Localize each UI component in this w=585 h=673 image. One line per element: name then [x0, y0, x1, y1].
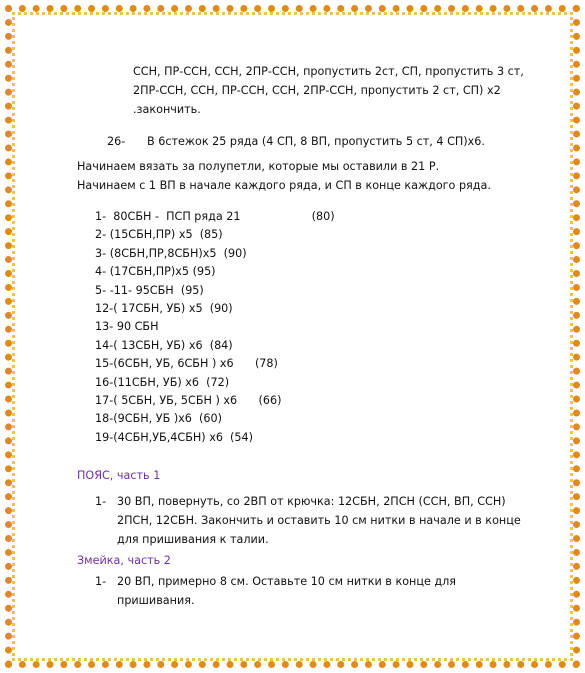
belt-row-text: [117, 492, 535, 549]
list-item: 13- 90 СБН: [95, 320, 159, 334]
zipper-row-text: [117, 572, 515, 610]
zipper-line: пришивания.: [117, 594, 195, 607]
list-item: 3- (8СБН,ПР,8СБН)х5 (90): [95, 246, 247, 260]
list-item: 12-( 17СБН, УБ) х5 (90): [95, 302, 233, 316]
list-item: 15-(6СБН, УБ, 6СБН ) х6 (78): [95, 357, 278, 371]
row-26-number: 26-: [107, 135, 126, 148]
top-paragraph: [133, 62, 543, 119]
belt-line: 2ПСН, 12СБН. Закончить и оставить 10 см нитки в начале и в конце: [117, 514, 521, 527]
list-item: 2- (15СБН,ПР) х5 (85): [95, 228, 223, 242]
row-26-text: В 6стежок 25 ряда (4 СП, 8 ВП, пропустить 5 ст, 4 СП)х6.: [147, 135, 485, 148]
zipper-row-number: 1-: [95, 575, 107, 588]
list-item: 5- -11- 95СБН (95): [95, 283, 204, 297]
list-item: 19-(4СБН,УБ,4СБН) х6 (54): [95, 430, 254, 444]
top-paragraph-line: .закончить.: [133, 103, 201, 116]
top-paragraph-line: ССН, ПР-ССН, ССН, 2ПР-ССН, пропустить 2ст, СП, пропустить 3 ст,: [133, 65, 524, 78]
intro-line: Начинаем вязать за полупетли, которые мы оставили в 21 Р.: [77, 160, 440, 173]
zipper-line: 20 ВП, примерно 8 см. Оставьте 10 см нитки в конце для: [117, 575, 457, 588]
list-item: 17-( 5СБН, УБ, 5СБН ) х6 (66): [95, 394, 282, 408]
row-26: [107, 132, 547, 151]
top-paragraph-line: 2ПР-ССН, ССН, ПР-ССН, ССН, 2ПР-ССН, пропустить 2 ст, СП) х2: [133, 84, 501, 97]
list-item: 16-(11СБН, УБ) х6 (72): [95, 375, 230, 389]
rows-list: [95, 208, 545, 447]
list-item: 4- (17СБН,ПР)х5 (95): [95, 265, 216, 279]
list-item: 1- 80СБН - ПСП ряда 21 (80): [95, 210, 335, 223]
list-item: 18-(9СБН, УБ )х6 (60): [95, 412, 222, 426]
belt-line: 30 ВП, повернуть, со 2ВП от крючка: 12СБН, 2ПСН (ССН, ВП, ССН): [117, 495, 506, 508]
zipper-instructions: [95, 572, 515, 610]
belt-line: для пришивания к талии.: [117, 533, 269, 546]
intro-line: Начинаем с 1 ВП в начале каждого ряда, и СП в конце каждого ряда.: [77, 179, 491, 192]
intro-paragraph: [77, 157, 547, 195]
belt-instructions: [95, 492, 535, 549]
belt-section-title: ПОЯС, часть 1: [77, 469, 161, 482]
zipper-section-title: Змейка, часть 2: [77, 554, 171, 567]
list-item: 14-( 13СБН, УБ) х6 (84): [95, 338, 233, 352]
belt-row-number: 1-: [95, 495, 107, 508]
